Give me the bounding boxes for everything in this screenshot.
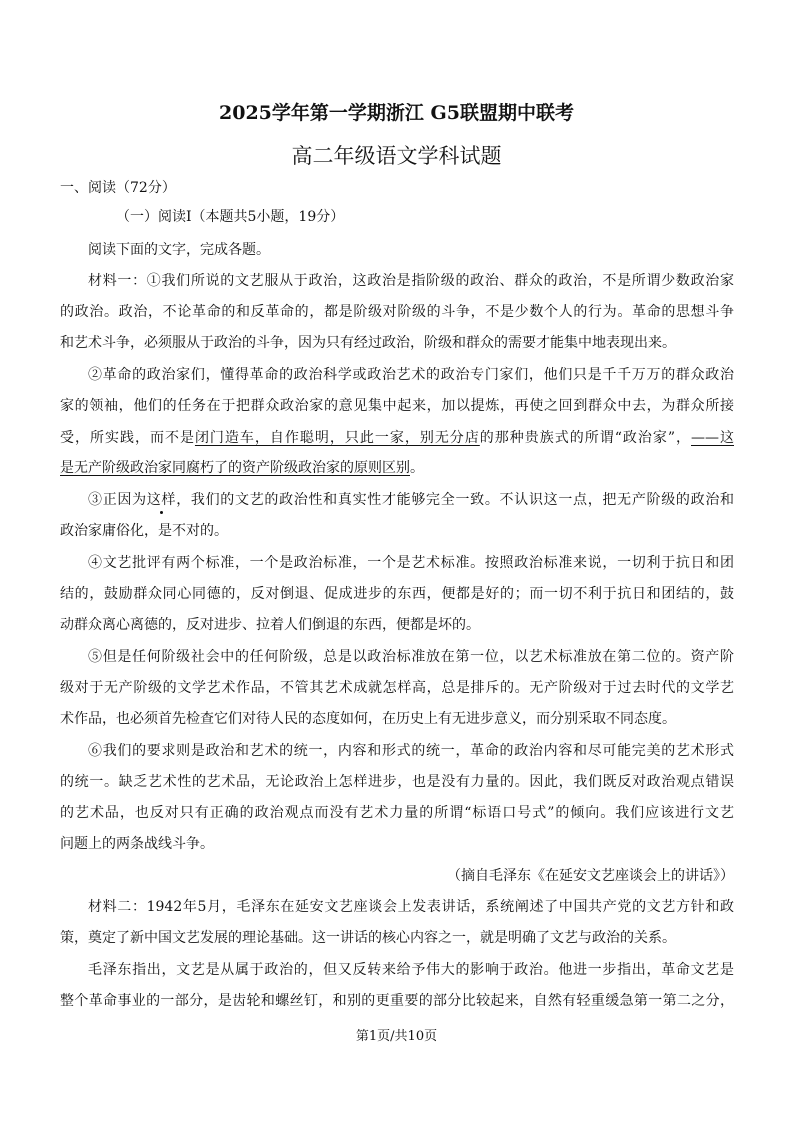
text-line: 术作品，也必须首先检查它们对待人民的态度如何，在历史上有无进步意义，而分别采取不同态度。 bbox=[60, 711, 676, 727]
text-segment: 的那种贵族式的所谓“政治家”， bbox=[479, 430, 691, 446]
text-line bbox=[88, 490, 734, 510]
underlined-text: 闭门造车，自作聪明，只此一家，别无分店 bbox=[194, 430, 480, 446]
exam-title: 2025学年第一学期浙江 G5联盟期中联考 bbox=[219, 102, 574, 124]
text-line: 政治家庸俗化，是不对的。 bbox=[60, 523, 228, 539]
text-line: 整个革命事业的一部分，是齿轮和螺丝钉，和别的更重要的部分比较起来，自然有轻重缓急第一第二之分， bbox=[60, 993, 734, 1009]
text-line: 策，奠定了新中国文艺发展的理论基础。这一讲话的核心内容之一，就是明确了文艺与政治的关系。 bbox=[60, 930, 676, 946]
instruction: 阅读下面的文字，完成各题。 bbox=[88, 242, 270, 258]
text-line bbox=[60, 428, 734, 448]
text-segment: 。 bbox=[410, 460, 424, 476]
dotted-emphasis bbox=[147, 492, 176, 508]
text-line: 毛泽东指出，文艺是从属于政治的，但又反转来给予伟大的影响于政治。他进一步指出，革命文艺是 bbox=[88, 962, 734, 978]
text-line: 材料一：①我们所说的文艺服从于政治，这政治是指阶级的政治、群众的政治，不是所谓少数政治家 bbox=[88, 273, 734, 289]
text-line: ②革命的政治家们，懂得革命的政治科学或政治艺术的政治专门家们，他们只是千千万万的群众政治 bbox=[88, 367, 734, 383]
text-line: 材料二：1942年5月，毛泽东在延安文艺座谈会上发表讲话，系统阐述了中国共产党的文艺方针和政 bbox=[88, 899, 734, 915]
text-line: 动群众离心离德的，反对进步、拉着人们倒退的东西，便都是坏的。 bbox=[60, 617, 480, 633]
underlined-text: ——这 bbox=[691, 430, 734, 446]
text-segment: ③正因为 bbox=[88, 492, 147, 508]
text-line: ⑥我们的要求则是政治和艺术的统一，内容和形式的统一，革命的政治内容和尽可能完美的艺术形式 bbox=[88, 743, 734, 759]
text-line: 和艺术斗争，必须服从于政治的斗争，因为只有经过政治，阶级和群众的需要才能集中地表现出来。 bbox=[60, 335, 676, 351]
text-line: ④文艺批评有两个标准，一个是政治标准，一个是艺术标准。按照政治标准来说，一切利于抗日和团 bbox=[88, 555, 734, 571]
text-line: 家的领袖，他们的任务在于把群众政治家的意见集中起来，加以提炼，再使之回到群众中去，为群众所接 bbox=[60, 398, 734, 414]
text-line: 的政治。政治，不论革命的和反革命的，都是阶级对阶级的斗争，不是少数个人的行为。革命的思想斗争 bbox=[60, 304, 734, 320]
text-line: 的统一。缺乏艺术性的艺术品，无论政治上怎样进步，也是没有力量的。因此，我们既反对政治观点错误 bbox=[60, 774, 734, 790]
text-line bbox=[60, 458, 734, 478]
text-line: 级对于无产阶级的文学艺术作品，不管其艺术成就怎样高，总是排斥的。无产阶级对于过去时代的文学艺 bbox=[60, 680, 734, 696]
page-number: 第1页/共10页 bbox=[355, 1029, 438, 1044]
section-subheading: （一）阅读Ⅰ（本题共5小题，19分） bbox=[116, 209, 345, 225]
text-segment: ，我们的文艺的政治性和真实性才能够完全一致。不认识这一点，把无产阶级的政治和 bbox=[176, 492, 735, 508]
underlined-text: 是无产阶级政治家同腐朽了的资产阶级政治家的原则区别 bbox=[60, 460, 410, 476]
text-segment: 受，所实践，而不是 bbox=[60, 430, 195, 446]
text-line: 结的，鼓励群众同心同德的，反对倒退、促成进步的东西，便都是好的；而一切不利于抗日和团结的，鼓 bbox=[60, 586, 734, 602]
text-line: 问题上的两条战线斗争。 bbox=[60, 836, 214, 852]
text-line: 的艺术品，也反对只有正确的政治观点而没有艺术力量的所谓“标语口号式”的倾向。我们应该进行文艺 bbox=[60, 805, 734, 821]
source-citation: （摘自毛泽东《在延安文艺座谈会上的讲话》） bbox=[447, 868, 734, 884]
section-heading: 一、阅读（72分） bbox=[60, 180, 176, 196]
emphasis-text: 这样 bbox=[146, 492, 177, 508]
exam-subtitle: 高二年级语文学科试题 bbox=[291, 144, 502, 168]
text-line: ⑤但是任何阶级社会中的任何阶级，总是以政治标准放在第一位，以艺术标准放在第二位的。资产阶 bbox=[88, 649, 734, 665]
